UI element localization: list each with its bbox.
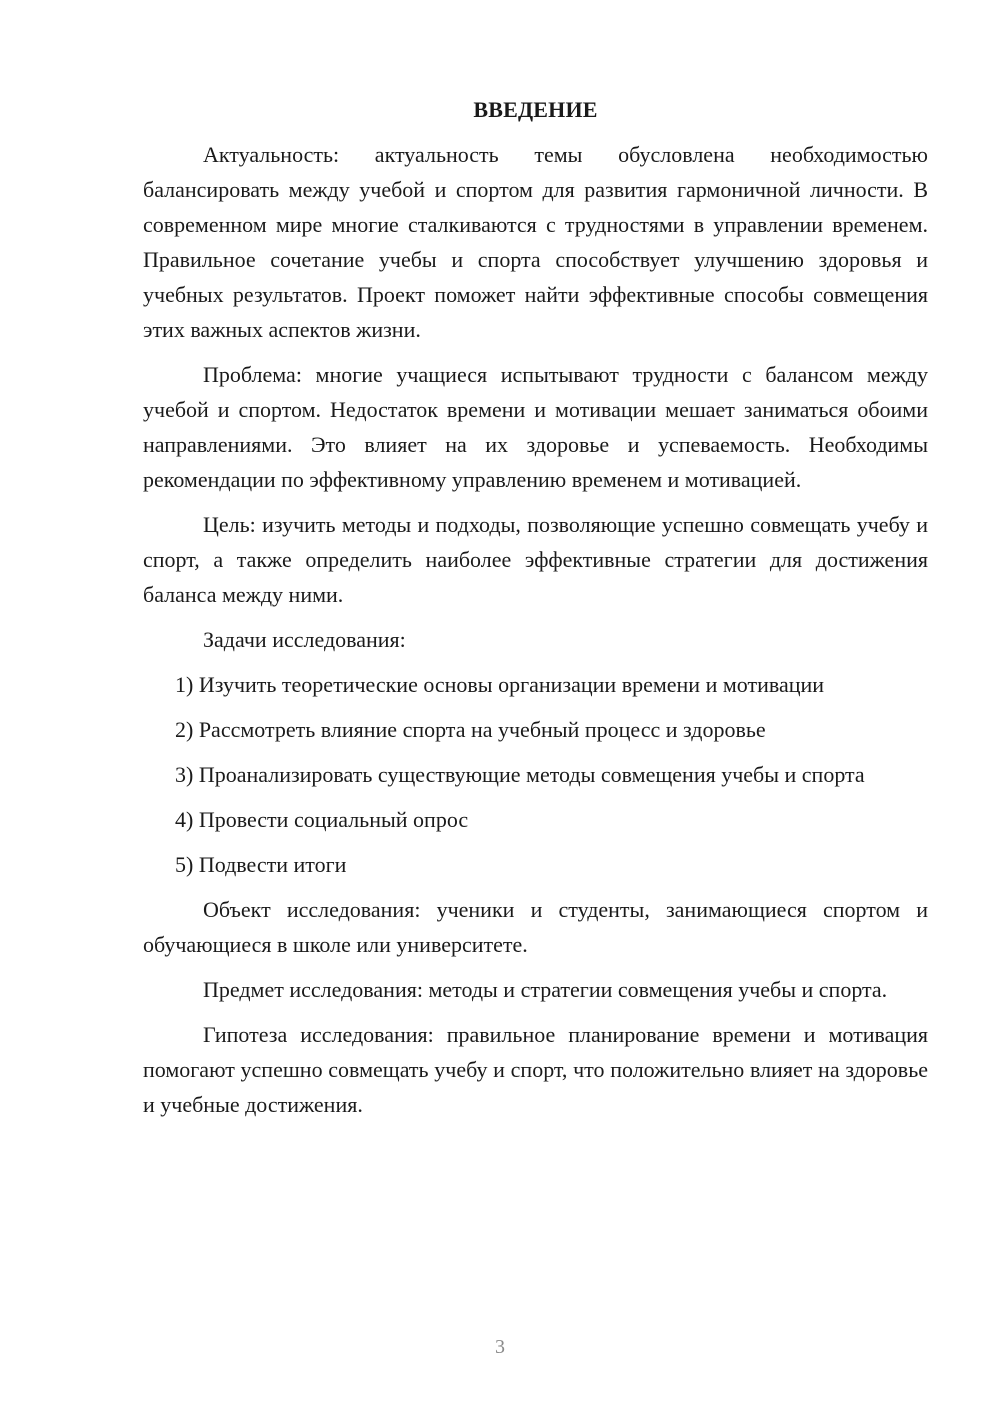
task-item-1: 1) Изучить теоретические основы организации времени и мотивации (175, 672, 825, 697)
task-item-2: 2) Рассмотреть влияние спорта на учебный процесс и здоровье (175, 717, 766, 742)
page-number: 3 (495, 1336, 505, 1358)
relevance-paragraph: Актуальность: актуальность темы обусловлена необходимостью балансировать между учебой и спортом для развития гармоничной личности. В современном мире многие сталкиваются с трудностями в управлении временем. Правильное сочетание учебы и спорта способствует улучшению здоровья и учебных результатов. Проект поможет найти эффективные способы совмещения этих важных аспектов жизни. (143, 142, 928, 342)
problem-paragraph: Проблема: многие учащиеся испытывают трудности с балансом между учебой и спортом. Недостаток времени и мотивации мешает заниматься обоими направлениями. Это влияет на их здоровье и успеваемость. Необходимы рекомендации по эффективному управлению временем и мотивацией. (143, 362, 928, 492)
tasks-heading: Задачи исследования: (203, 627, 406, 652)
page-content (143, 92, 928, 1122)
subject-paragraph: Предмет исследования: методы и стратегии совмещения учебы и спорта. (203, 977, 888, 1002)
task-item-4: 4) Провести социальный опрос (175, 807, 469, 832)
task-item-5: 5) Подвести итоги (175, 852, 347, 877)
task-item-3: 3) Проанализировать существующие методы совмещения учебы и спорта (175, 762, 865, 787)
hypothesis-paragraph: Гипотеза исследования: правильное планирование времени и мотивация помогают успешно совмещать учебу и спорт, что положительно влияет на здоровье и учебные достижения. (143, 1022, 928, 1117)
object-paragraph: Объект исследования: ученики и студенты, занимающиеся спортом и обучающиеся в школе или университете. (143, 897, 928, 957)
goal-paragraph: Цель: изучить методы и подходы, позволяющие успешно совмещать учебу и спорт, а также определить наиболее эффективные стратегии для достижения баланса между ними. (143, 512, 928, 607)
page-title: ВВЕДЕНИЕ (473, 97, 598, 122)
